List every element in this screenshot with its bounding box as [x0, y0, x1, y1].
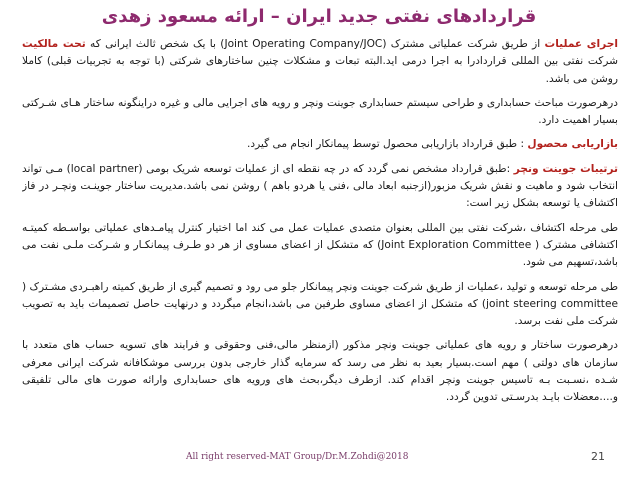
paragraph-text: طی مرحله اکتشاف ،شرکت نفتی بین المللی بعنوان متصدی عملیات عمل می کند اما اختیار کنترل پیامـدهای عملیاتی بواسـطه کمیتـه اکتشافی مشترک ( Joint Exploration Committee) که متشکل از اعضای مساوی از هر دو طـرف پیمانکـار و شـرکت ملـی نفت می باشد،تسهیم می شود. — [22, 221, 618, 269]
body-paragraph — [22, 161, 618, 213]
paragraph-text: از طریق شرکت عملیاتی مشترک (Joint Operating Company/JOC) با یک شخص ثالث ایرانی که — [85, 38, 545, 50]
paragraph-text: درهرصورت مباحث حسابداری و طراحی سیستم حسابداری جوینت ونچر و رویه های اجرایی مالی و غیره دراینگونه ساختار هـای شـرکتی بسیار اهمیت دارد. — [22, 96, 618, 127]
keyword-heading: اجرای عملیات — [544, 38, 618, 50]
body-paragraph — [22, 95, 618, 130]
page-number: 21 — [591, 450, 605, 463]
paragraph-text: شرکت نفتی بین المللی قراردادرا به اجرا درمی اید.البته تبعات و مشکلات چنین ساختارهای شرکتی (با توجه به تجربیات قبلی) کاملا روشن می باشد. — [22, 55, 618, 85]
paragraph-text: طی مرحله توسعه و تولید ،عملیات از طریق شرکت جوینت ونچر پیمانکار جلو می رود و تصمیم گیری از طریق کمیته راهبـردی مشـترک ( joint steering committee) که متشکل از اعضای مساوی طرفین می باشد،انجام میگردد و درنهایت حاصل تصمیمات باید به تصویب شرکت ملی نفت برسد. — [22, 280, 618, 328]
slide-title: قراردادهای نفتی جدید ایران – ارائه مسعود زهدی — [101, 6, 537, 27]
paragraph-text: درهرصورت ساختار و رویه های عملیاتی جوینت ونچر مذکور (ازمنظر مالی،فنی وحقوقی و فرایند های تسویه حساب های متعدد با سازمان های دولتی ) مهم است.بسیار بعید به نظر می رسد که سرمایه گذار خارجی بدون بررسی موشکافانه شرکت ایرانی معرفی شـده ،نسـبت بـه تاسیس جوینت ونچر اقدام کند. ازطرف دیگر،بحث های ورویه های حسابداری وارائه صورت های مالی تلفیقی و....معضلات بایـد بدرسـتی تدوین گردد. — [22, 339, 618, 404]
keyword-heading: ترتیبات جوینت ونچر — [513, 162, 618, 175]
body-paragraph — [22, 36, 618, 88]
body-paragraph — [22, 279, 618, 331]
body-paragraph — [22, 136, 618, 153]
paragraph-text: :طبق قرارداد مشخص نمی گردد که در چه نقطه ای از عملیات توسعه شریک بومی (local partner) مـی تواند انتخاب شود و ماهیت و نقش شریک مزبور(ازجنبه ابعاد مالی ،فنی یا هردو باهم ) روشن نمی باشد.مدیریت ساختار جوینـت ونچـر در فاز اکتشاف یا توسعه بشکل زیر است: — [22, 162, 618, 210]
slide-body — [22, 36, 618, 452]
body-paragraph — [22, 220, 618, 272]
keyword-heading: تحت مالکیت — [22, 38, 86, 50]
body-paragraph — [22, 337, 618, 406]
paragraph-text: : طبق قرارداد بازاریابی محصول توسط پیمانکار انجام می گیرد. — [246, 138, 528, 151]
footer-copyright: All right reserved-MAT Group/Dr.M.Zohdi@2018 — [186, 452, 409, 462]
keyword-heading: بازاریابی محصول — [527, 138, 618, 151]
